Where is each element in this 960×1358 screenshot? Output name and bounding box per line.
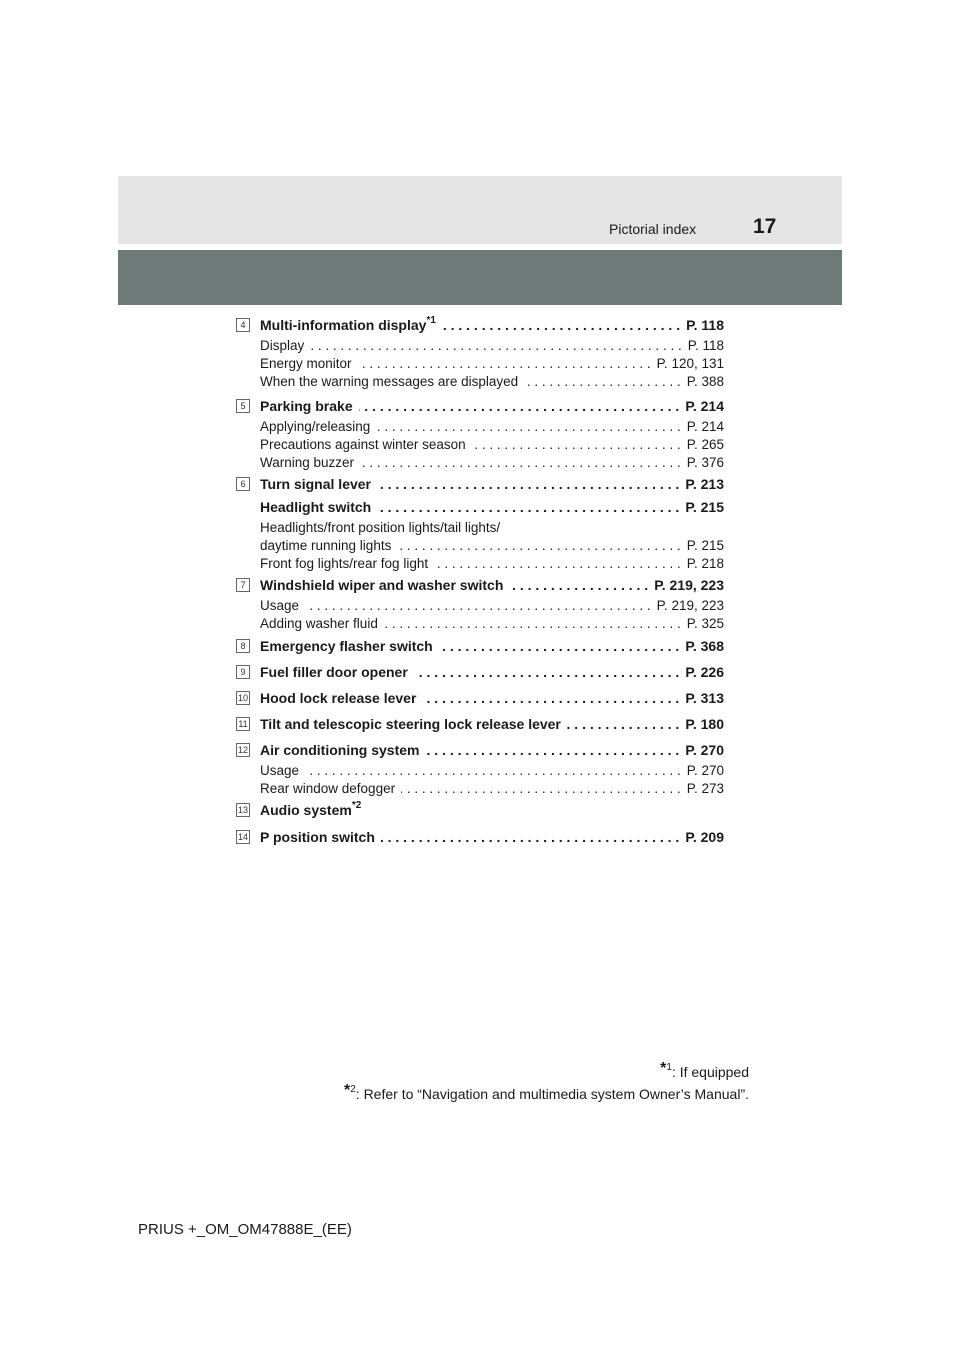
entry-label-text: Precautions against winter season	[260, 437, 466, 452]
page-reference-link[interactable]: P. 273	[686, 781, 724, 796]
entry-label	[260, 315, 436, 335]
page-number: 17	[753, 215, 777, 238]
page-reference-link[interactable]: P. 265	[686, 437, 724, 452]
entry-label	[260, 373, 518, 391]
index-entry	[236, 474, 724, 573]
index-sub-line	[260, 519, 724, 537]
index-main-line	[260, 740, 724, 760]
header-band-dark	[118, 250, 842, 305]
item-number-badge: 6	[236, 477, 250, 491]
entry-label	[260, 337, 304, 355]
item-number-badge: 9	[236, 665, 250, 679]
entry-label	[260, 575, 503, 595]
entry-label	[260, 555, 428, 573]
entry-label-text: Rear window defogger	[260, 781, 396, 796]
entry-label	[260, 780, 395, 798]
entry-label-text: Usage	[260, 598, 300, 613]
entry-label	[260, 418, 370, 436]
entry-label-text: Audio system	[260, 802, 352, 818]
entry-label	[260, 396, 353, 416]
dot-leader	[359, 396, 680, 416]
footnote-reference: *2	[351, 800, 362, 811]
dot-leader	[381, 827, 679, 847]
index-sub-line	[260, 418, 724, 436]
entry-label-text: Windshield wiper and washer switch	[260, 577, 504, 593]
entry-label-text: Headlights/front position lights/tail lights/	[260, 520, 501, 535]
entry-label	[260, 662, 408, 682]
entry-label-text: Display	[260, 338, 305, 353]
entry-label	[260, 636, 433, 656]
entry-label	[260, 597, 299, 615]
index-main-line	[260, 800, 724, 820]
entry-label-text: Turn signal lever	[260, 476, 371, 492]
dot-leader	[310, 337, 681, 355]
footnote-2	[344, 1082, 749, 1102]
entry-label	[260, 827, 375, 847]
document-code: PRIUS +_OM_OM47888E_(EE)	[138, 1221, 352, 1238]
footnote-reference: *1	[426, 315, 436, 326]
entry-label	[260, 436, 466, 454]
entry-label-text: daytime running lights	[260, 538, 392, 553]
entry-label-text: Front fog lights/rear fog light	[260, 556, 429, 571]
entry-label-text: Air conditioning system	[260, 742, 420, 758]
index-entry	[236, 827, 724, 847]
item-number-badge: 8	[236, 639, 250, 653]
dot-leader	[524, 373, 681, 391]
page-reference-link[interactable]: P. 215	[686, 538, 724, 553]
footnote-text: : Refer to “Navigation and multimedia system Owner’s Manual”.	[355, 1086, 749, 1102]
page-reference-link[interactable]: P. 368	[685, 638, 724, 654]
index-main-line	[260, 474, 724, 494]
index-main-line	[260, 827, 724, 847]
page-reference-link[interactable]: P. 270	[686, 763, 724, 778]
page-reference-link[interactable]: P. 118	[687, 338, 724, 353]
footnote-number: 2	[350, 1084, 356, 1095]
index-sub-line	[260, 337, 724, 355]
item-number-badge: 12	[237, 745, 248, 755]
page-reference-link[interactable]: P. 325	[686, 616, 724, 631]
dot-leader	[305, 762, 681, 780]
index-main-line	[260, 688, 724, 708]
item-number-badge: 13	[237, 805, 248, 815]
dot-leader	[422, 688, 679, 708]
entry-label-text: Emergency flasher switch	[260, 638, 433, 654]
index-sub-line	[260, 355, 724, 373]
entry-label-text: Adding washer fluid	[260, 616, 378, 631]
dot-leader	[376, 418, 680, 436]
header-band-light	[118, 176, 842, 244]
index-main-line	[260, 636, 724, 656]
entry-label	[260, 688, 416, 708]
index-sub-line	[260, 454, 724, 472]
page-reference-link[interactable]: P. 226	[685, 664, 724, 680]
entry-label	[260, 537, 391, 555]
entry-label	[260, 520, 500, 535]
dot-leader	[472, 436, 681, 454]
index-main-line	[260, 714, 724, 734]
index-entry	[236, 714, 724, 734]
page-reference-link[interactable]: P. 219, 223	[656, 598, 724, 613]
entry-label	[260, 762, 299, 780]
page-reference-link[interactable]: P. 270	[685, 742, 724, 758]
index-entry	[236, 662, 724, 682]
page-reference-link[interactable]: P. 388	[686, 374, 724, 389]
item-number-badge: 11	[236, 717, 250, 731]
entry-label	[260, 802, 361, 818]
dot-leader	[397, 537, 680, 555]
index-sub-line	[260, 780, 724, 798]
index-entry	[236, 688, 724, 708]
page-reference-link[interactable]: P. 376	[686, 455, 724, 470]
page-reference-link[interactable]: P. 215	[685, 499, 724, 515]
index-sub-line	[260, 615, 724, 633]
entry-label-text: Parking brake	[260, 398, 353, 414]
page-reference-link[interactable]: P. 209	[685, 829, 724, 845]
index-entry	[236, 575, 724, 633]
index-main-line	[260, 662, 724, 682]
item-number-badge: 7	[236, 578, 250, 592]
index-entry	[236, 315, 724, 391]
entry-label	[260, 615, 378, 633]
dot-leader	[434, 555, 681, 573]
index-entry	[236, 396, 724, 472]
dot-leader	[377, 497, 679, 517]
index-main-line	[260, 396, 724, 416]
index-entry	[236, 740, 724, 798]
entry-label	[260, 497, 371, 517]
page-reference-link[interactable]: P. 213	[685, 476, 724, 492]
page-reference-link[interactable]: P. 218	[686, 556, 724, 571]
footnote-number: 1	[666, 1062, 672, 1073]
item-number-badge: 10	[237, 693, 248, 703]
dot-leader	[305, 597, 651, 615]
entry-label	[260, 740, 419, 760]
index-main-line	[260, 575, 724, 595]
dot-leader	[358, 355, 651, 373]
entry-label-text: Tilt and telescopic steering lock release lever	[260, 716, 561, 732]
entry-label-text: Hood lock release lever	[260, 690, 417, 706]
index-sub-line	[260, 373, 724, 391]
entry-label-text: Usage	[260, 763, 300, 778]
footnote-mark: *	[660, 1060, 667, 1077]
index-main-line	[260, 315, 724, 335]
index-main-line	[260, 497, 724, 517]
index-entry	[236, 800, 724, 820]
item-number-badge: 4	[236, 318, 250, 332]
section-title: Pictorial index	[609, 221, 697, 237]
index-sub-line	[260, 436, 724, 454]
page-reference-link[interactable]: P. 214	[685, 398, 724, 414]
entry-label-text: Multi-information display	[260, 317, 427, 333]
footnote-1	[660, 1060, 749, 1080]
dot-leader	[401, 780, 681, 798]
dot-leader	[425, 740, 679, 760]
dot-leader	[509, 575, 648, 595]
page-reference-link[interactable]: P. 214	[686, 419, 724, 434]
entry-label-text: Warning buzzer	[260, 455, 355, 470]
dot-leader	[439, 636, 680, 656]
entry-label	[260, 474, 371, 494]
entry-label-text: Energy monitor	[260, 356, 352, 371]
entry-label-text: Applying/releasing	[260, 419, 371, 434]
entry-label-text: P position switch	[260, 829, 375, 845]
entry-label-text: Fuel filler door opener	[260, 664, 408, 680]
item-number-badge: 14	[237, 832, 248, 842]
entry-label-text: When the warning messages are displayed	[260, 374, 519, 389]
dot-leader	[442, 315, 680, 335]
dot-leader	[360, 454, 681, 472]
footnote-mark: *	[344, 1082, 351, 1099]
index-sub-line	[260, 555, 724, 573]
dot-leader	[414, 662, 680, 682]
page-reference-link[interactable]: P. 180	[685, 716, 724, 732]
index-entry	[236, 636, 724, 656]
page-reference-link[interactable]: P. 118	[686, 317, 724, 333]
item-number-badge: 5	[236, 399, 250, 413]
dot-leader	[377, 474, 679, 494]
index-sub-line	[260, 597, 724, 615]
index-sub-line	[260, 537, 724, 555]
page-reference-link[interactable]: P. 120, 131	[656, 356, 724, 371]
page-reference-link[interactable]: P. 313	[685, 690, 724, 706]
index-sub-line	[260, 762, 724, 780]
entry-label	[260, 454, 354, 472]
dot-leader	[384, 615, 681, 633]
entry-label	[260, 714, 561, 734]
dot-leader	[567, 714, 679, 734]
footnote-text: : If equipped	[671, 1064, 749, 1080]
page-reference-link[interactable]: P. 219, 223	[654, 577, 724, 593]
entry-label	[260, 355, 352, 373]
entry-label-text: Headlight switch	[260, 499, 372, 515]
